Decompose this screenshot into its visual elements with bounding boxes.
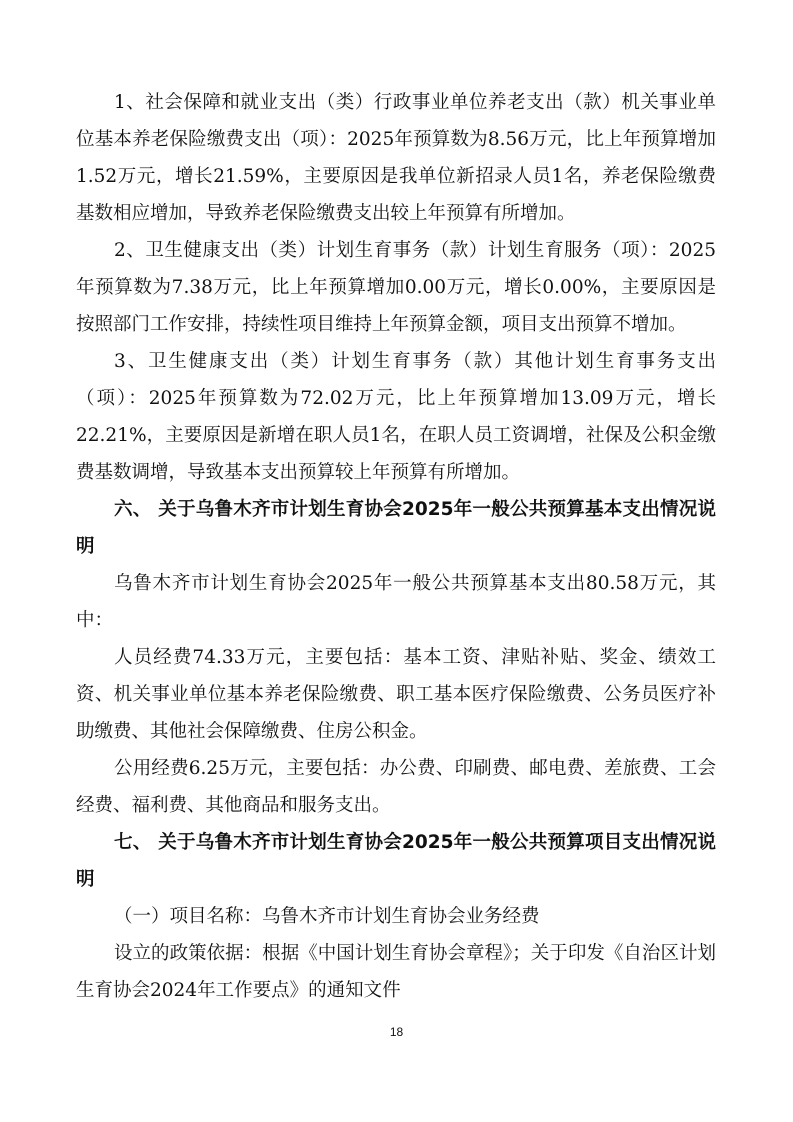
section-heading-project-expenditure: 七、 关于乌鲁木齐市计划生育协会2025年一般公共预算项目支出情况说明 <box>76 832 716 890</box>
paragraph-public-expenses: 公用经费6.25万元，主要包括：办公费、印刷费、邮电费、差旅费、工会经费、福利费、其他商品和服务支出。 <box>76 758 716 816</box>
paragraph-policy-basis: 设立的政策依据：根据《中国计划生育协会章程》；关于印发《自治区计划生育协会2024年工作要点》的通知文件 <box>76 943 716 1001</box>
paragraph-other-family-planning: 3、卫生健康支出（类）计划生育事务（款）其他计划生育事务支出（项）：2025年预算数为72.02万元，比上年预算增加13.09万元，增长22.21%，主要原因是新增在职人员1名，在职人员工资调增，社保及公积金缴费基数调增，导致基本支出预算较上年预算有所增加。 <box>76 351 716 483</box>
paragraph-basic-expenditure-total: 乌鲁木齐市计划生育协会2025年一般公共预算基本支出80.58万元，其中： <box>76 573 716 631</box>
section-heading-basic-expenditure: 六、 关于乌鲁木齐市计划生育协会2025年一般公共预算基本支出情况说明 <box>76 499 716 557</box>
page-number: 18 <box>389 1025 404 1039</box>
paragraph-personnel-expenses: 人员经费74.33万元，主要包括：基本工资、津贴补贴、奖金、绩效工资、机关事业单位基本养老保险缴费、职工基本医疗保险缴费、公务员医疗补助缴费、其他社会保障缴费、住房公积金。 <box>76 647 716 742</box>
paragraph-pension-expenditure: 1、社会保障和就业支出（类）行政事业单位养老支出（款）机关事业单位基本养老保险缴费支出（项）：2025年预算数为8.56万元，比上年预算增加1.52万元，增长21.59%，主要原因是我单位新招录人员1名，养老保险缴费基数相应增加，导致养老保险缴费支出较上年预算有所增加。 <box>76 92 716 224</box>
paragraph-family-planning-service: 2、卫生健康支出（类）计划生育事务（款）计划生育服务（项）：2025年预算数为7.38万元，比上年预算增加0.00万元，增长0.00%，主要原因是按照部门工作安排，持续性项目维持上年预算金额，项目支出预算不增加。 <box>76 240 716 335</box>
paragraph-project-name: （一）项目名称：乌鲁木齐市计划生育协会业务经费 <box>114 906 540 927</box>
